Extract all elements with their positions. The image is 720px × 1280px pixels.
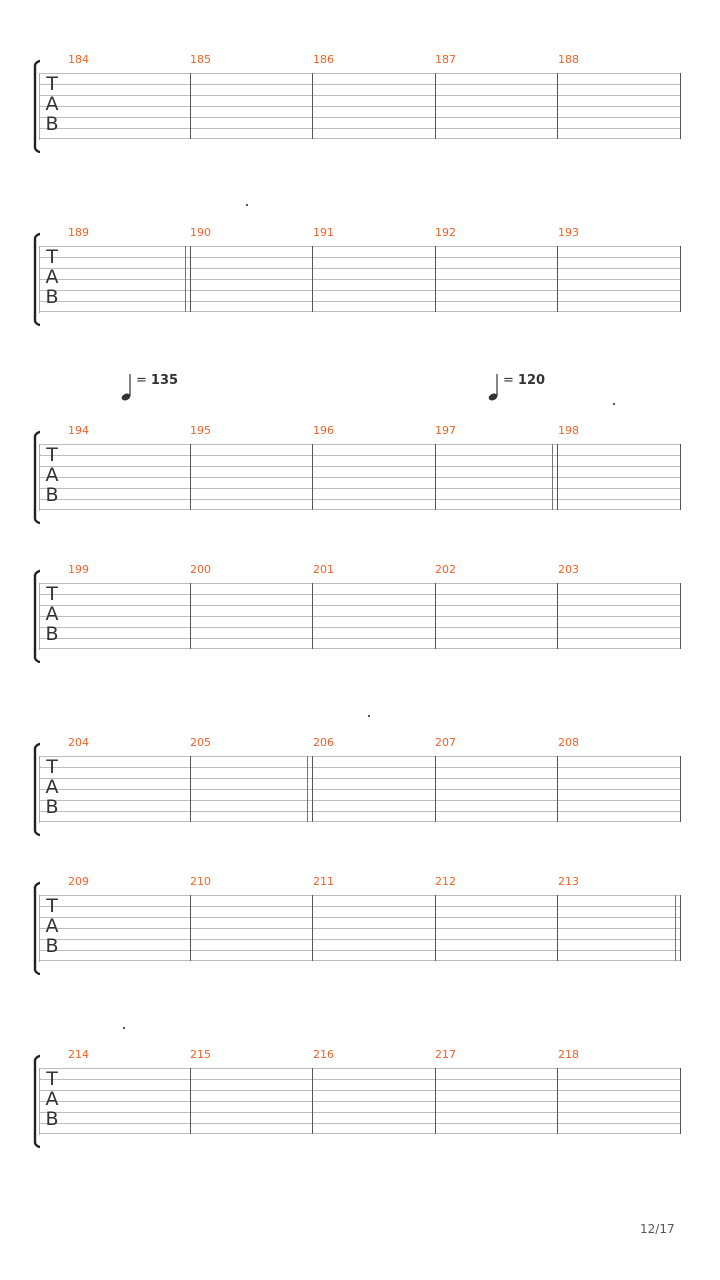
barline: [680, 583, 681, 649]
tempo-equals: =: [136, 373, 147, 388]
string-line: [40, 444, 681, 445]
barline: [680, 895, 681, 961]
double-barline: [675, 895, 676, 961]
tab-clef-letter: A: [45, 603, 59, 625]
string-line: [40, 1133, 681, 1134]
tab-clef: [44, 757, 60, 817]
measure-number: 207: [435, 736, 456, 749]
tab-staff: [40, 73, 681, 139]
string-line: [40, 594, 681, 595]
string-line: [40, 767, 681, 768]
tab-clef-letter: T: [46, 756, 58, 778]
measure-number: 197: [435, 424, 456, 437]
tab-clef: [44, 584, 60, 644]
tab-staff: [40, 246, 681, 312]
tempo-value: 120: [517, 373, 546, 388]
string-line: [40, 648, 681, 649]
measure-number: 199: [68, 563, 89, 576]
string-line: [40, 268, 681, 269]
system-bracket-icon: [0, 563, 40, 663]
measure-number: 186: [313, 53, 334, 66]
measure-number: 205: [190, 736, 211, 749]
string-line: [40, 290, 681, 291]
string-line: [40, 246, 681, 247]
barline: [557, 444, 558, 510]
staccato-dot: [246, 204, 248, 206]
barline: [680, 756, 681, 822]
barline: [312, 583, 313, 649]
string-line: [40, 84, 681, 85]
tab-staff: [40, 756, 681, 822]
barline: [312, 444, 313, 510]
tab-system: [0, 563, 720, 663]
measure-number: 190: [190, 226, 211, 239]
tab-clef-letter: A: [45, 776, 59, 798]
string-line: [40, 1112, 681, 1113]
measure-number: 194: [68, 424, 89, 437]
string-line: [40, 106, 681, 107]
barline: [190, 583, 191, 649]
string-line: [40, 778, 681, 779]
tab-system: [0, 53, 720, 153]
string-line: [40, 928, 681, 929]
measure-number: 215: [190, 1048, 211, 1061]
tab-clef-letter: A: [45, 1088, 59, 1110]
string-line: [40, 488, 681, 489]
barline: [557, 583, 558, 649]
string-line: [40, 499, 681, 500]
double-barline: [307, 756, 308, 822]
measure-number: 201: [313, 563, 334, 576]
tab-clef: [44, 1069, 60, 1129]
staccato-dot: [123, 1027, 125, 1029]
barline: [680, 444, 681, 510]
tab-clef-letter: T: [46, 246, 58, 268]
measure-number: 192: [435, 226, 456, 239]
barline: [312, 73, 313, 139]
string-line: [40, 583, 681, 584]
tempo-value: 135: [150, 373, 179, 388]
barline: [312, 756, 313, 822]
double-barline: [185, 246, 186, 312]
string-line: [40, 906, 681, 907]
tab-staff: [40, 583, 681, 649]
barline: [190, 73, 191, 139]
string-line: [40, 1079, 681, 1080]
quarter-note-icon: [121, 373, 135, 403]
string-line: [40, 756, 681, 757]
tab-clef-letter: T: [46, 73, 58, 95]
tab-system: [0, 736, 720, 836]
staccato-dot: [613, 403, 615, 405]
measure-number: 217: [435, 1048, 456, 1061]
tab-clef-letter: T: [46, 583, 58, 605]
string-line: [40, 279, 681, 280]
string-line: [40, 257, 681, 258]
measure-number: 191: [313, 226, 334, 239]
measure-number: 209: [68, 875, 89, 888]
string-line: [40, 616, 681, 617]
tab-clef-letter: A: [45, 915, 59, 937]
string-line: [40, 138, 681, 139]
string-line: [40, 789, 681, 790]
measure-number: 203: [558, 563, 579, 576]
tab-system: [0, 1048, 720, 1148]
measure-number: 196: [313, 424, 334, 437]
string-line: [40, 821, 681, 822]
quarter-note-icon: [488, 373, 502, 403]
string-line: [40, 95, 681, 96]
barline: [312, 246, 313, 312]
tab-clef: [44, 247, 60, 307]
string-line: [40, 1068, 681, 1069]
barline: [435, 583, 436, 649]
system-bracket-icon: [0, 424, 40, 524]
staccato-dot: [368, 715, 370, 717]
barline: [435, 246, 436, 312]
string-line: [40, 1101, 681, 1102]
tab-clef-letter: B: [45, 113, 59, 135]
string-line: [40, 950, 681, 951]
measure-number: 187: [435, 53, 456, 66]
string-line: [40, 311, 681, 312]
string-line: [40, 939, 681, 940]
string-line: [40, 455, 681, 456]
tab-clef-letter: T: [46, 444, 58, 466]
tempo-mark-135: [121, 373, 211, 403]
tab-clef-letter: A: [45, 93, 59, 115]
measure-number: 202: [435, 563, 456, 576]
barline: [435, 73, 436, 139]
measure-number: 193: [558, 226, 579, 239]
barline: [190, 895, 191, 961]
tab-clef-letter: B: [45, 1108, 59, 1130]
system-bracket-icon: [0, 1048, 40, 1148]
measure-number: 195: [190, 424, 211, 437]
measure-number: 208: [558, 736, 579, 749]
string-line: [40, 466, 681, 467]
barline: [680, 246, 681, 312]
tab-clef-letter: A: [45, 266, 59, 288]
measure-number: 213: [558, 875, 579, 888]
string-line: [40, 1090, 681, 1091]
system-bracket-icon: [0, 53, 40, 153]
double-barline: [552, 444, 553, 510]
string-line: [40, 1123, 681, 1124]
barline: [190, 756, 191, 822]
measure-number: 212: [435, 875, 456, 888]
tab-system: [0, 424, 720, 524]
string-line: [40, 605, 681, 606]
barline: [557, 895, 558, 961]
tab-staff: [40, 1068, 681, 1134]
string-line: [40, 73, 681, 74]
tab-clef: [44, 74, 60, 134]
barline: [557, 756, 558, 822]
measure-number: 184: [68, 53, 89, 66]
tab-staff: [40, 895, 681, 961]
tab-clef: [44, 445, 60, 505]
measure-number: 200: [190, 563, 211, 576]
tab-clef-letter: T: [46, 895, 58, 917]
barline: [680, 1068, 681, 1134]
barline: [435, 756, 436, 822]
barline: [435, 444, 436, 510]
tab-clef-letter: B: [45, 623, 59, 645]
measure-number: 210: [190, 875, 211, 888]
tab-clef-letter: B: [45, 286, 59, 308]
system-bracket-icon: [0, 736, 40, 836]
barline: [312, 895, 313, 961]
barline: [190, 246, 191, 312]
measure-number: 185: [190, 53, 211, 66]
barline: [680, 73, 681, 139]
string-line: [40, 960, 681, 961]
tab-staff: [40, 444, 681, 510]
tempo-mark-120: [488, 373, 578, 403]
measure-number: 198: [558, 424, 579, 437]
string-line: [40, 627, 681, 628]
tab-clef: [44, 896, 60, 956]
system-bracket-icon: [0, 875, 40, 975]
system-bracket-icon: [0, 226, 40, 326]
tab-system: [0, 875, 720, 975]
string-line: [40, 895, 681, 896]
page-number: 12/17: [640, 1222, 675, 1236]
barline: [435, 1068, 436, 1134]
string-line: [40, 117, 681, 118]
barline: [435, 895, 436, 961]
measure-number: 206: [313, 736, 334, 749]
tab-clef-letter: B: [45, 796, 59, 818]
barline: [557, 246, 558, 312]
barline: [190, 1068, 191, 1134]
tab-system: [0, 226, 720, 326]
tab-clef-letter: T: [46, 1068, 58, 1090]
barline: [190, 444, 191, 510]
measure-number: 218: [558, 1048, 579, 1061]
measure-number: 204: [68, 736, 89, 749]
string-line: [40, 917, 681, 918]
tab-clef-letter: B: [45, 484, 59, 506]
measure-number: 214: [68, 1048, 89, 1061]
barline: [557, 1068, 558, 1134]
string-line: [40, 301, 681, 302]
measure-number: 211: [313, 875, 334, 888]
string-line: [40, 638, 681, 639]
string-line: [40, 509, 681, 510]
tempo-equals: =: [503, 373, 514, 388]
barline: [557, 73, 558, 139]
tab-clef-letter: A: [45, 464, 59, 486]
barline: [312, 1068, 313, 1134]
measure-number: 216: [313, 1048, 334, 1061]
string-line: [40, 477, 681, 478]
measure-number: 189: [68, 226, 89, 239]
string-line: [40, 800, 681, 801]
string-line: [40, 128, 681, 129]
tab-clef-letter: B: [45, 935, 59, 957]
string-line: [40, 811, 681, 812]
measure-number: 188: [558, 53, 579, 66]
